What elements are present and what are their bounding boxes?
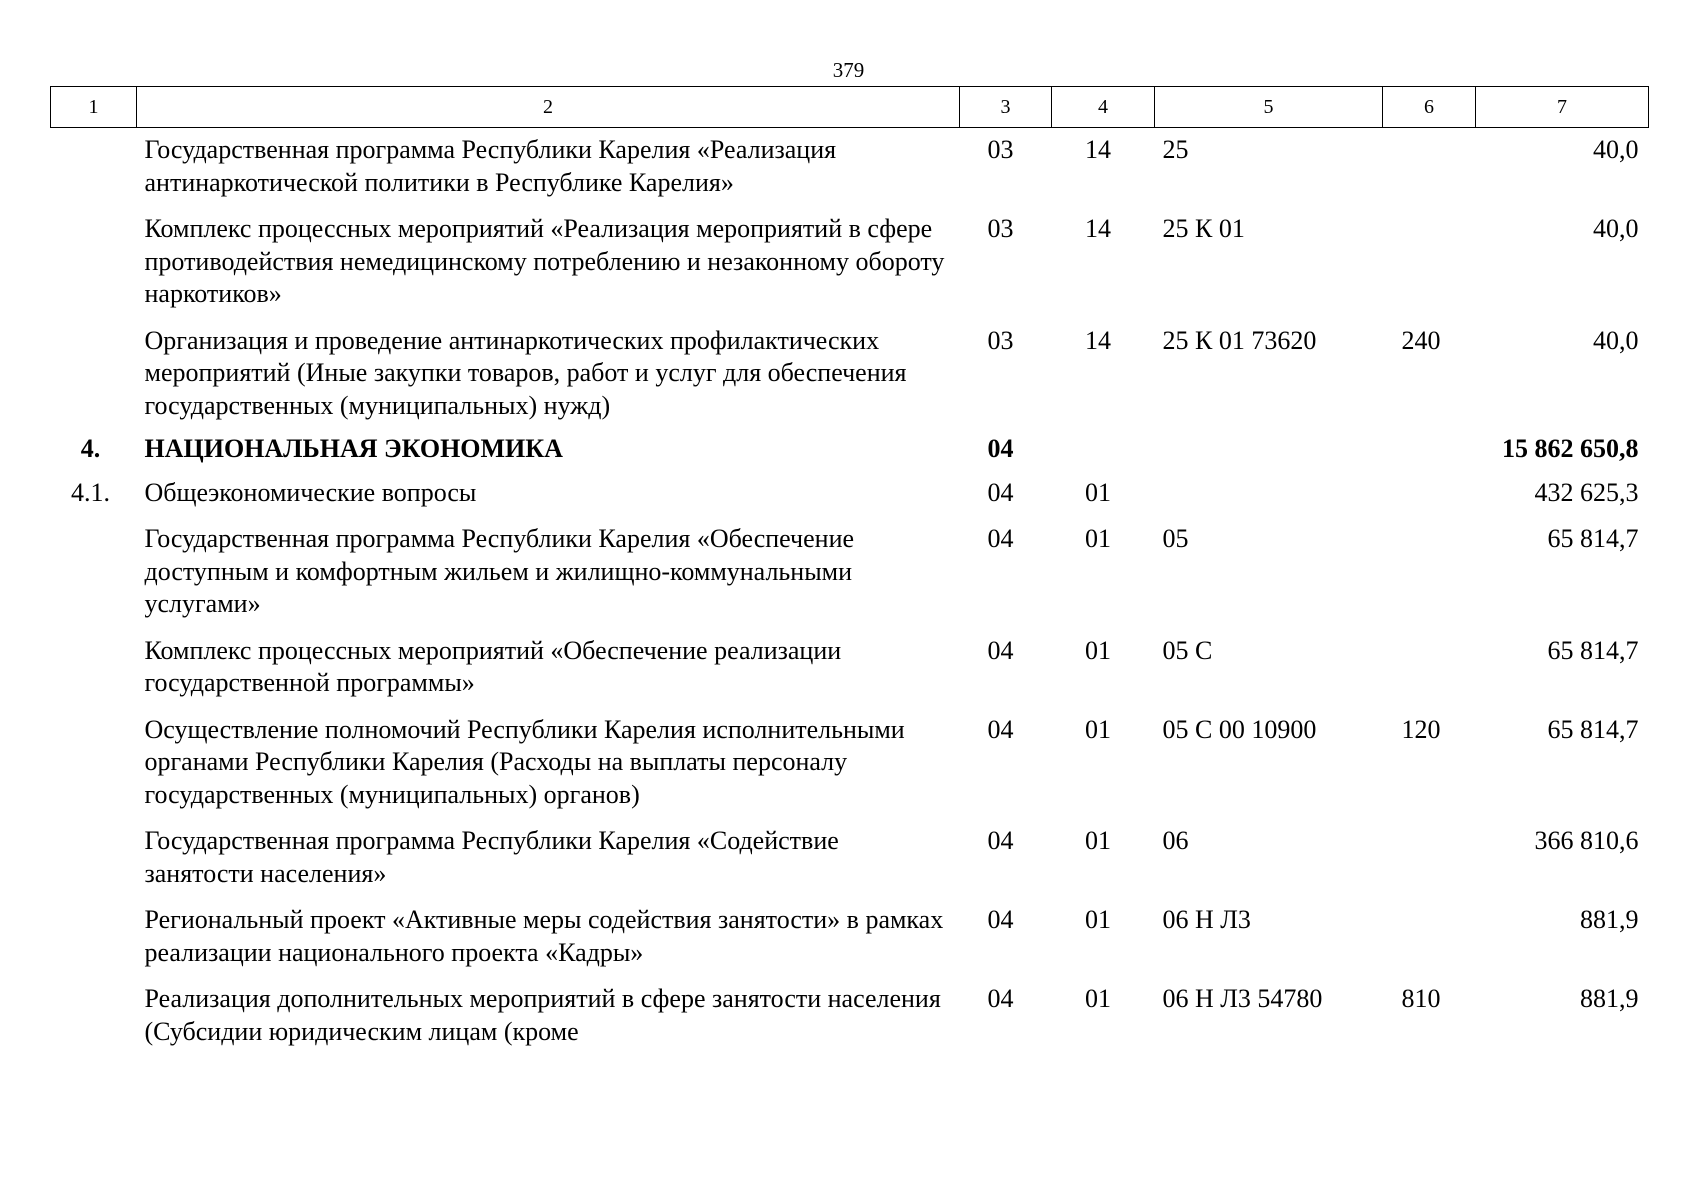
table-row — [51, 466, 1649, 510]
section-code: 04 — [987, 984, 1014, 1013]
subsection-code: 01 — [1085, 826, 1111, 855]
row-number — [51, 621, 137, 700]
column-number-header: 3 — [960, 87, 1052, 128]
table-row — [51, 890, 1649, 969]
row-name: Государственная программа Республики Карелия «Содействие занятости населения» — [144, 826, 839, 888]
target-article-code: 06 Н Л3 — [1162, 905, 1251, 934]
target-article-code: 05 — [1162, 524, 1189, 553]
row-number — [51, 700, 137, 812]
section-code: 04 — [987, 477, 1014, 507]
row-name: НАЦИОНАЛЬНАЯ ЭКОНОМИКА — [144, 434, 563, 463]
section-code: 03 — [987, 325, 1014, 355]
amount-value: 40,0 — [1593, 214, 1639, 243]
row-name: Государственная программа Республики Карелия «Реализация антинаркотической политики в Республике Карелия» — [144, 135, 837, 197]
row-name: Реализация дополнительных мероприятий в сфере занятости населения (Субсидии юридическим лицам (кроме — [144, 984, 941, 1046]
column-number-header: 2 — [137, 87, 960, 128]
row-number — [51, 969, 137, 1048]
expense-type-code — [1383, 199, 1476, 311]
expense-type-code — [1383, 621, 1476, 700]
row-name: Государственная программа Республики Карелия «Обеспечение доступным и комфортным жильем и жилищно-коммунальными услугами» — [144, 524, 855, 618]
column-number-header: 5 — [1155, 87, 1383, 128]
row-number — [51, 128, 137, 200]
table-row — [51, 969, 1649, 1048]
section-code: 04 — [987, 434, 1014, 463]
amount-value: 366 810,6 — [1534, 826, 1639, 855]
target-article-code: 06 — [1162, 826, 1189, 855]
amount-value: 65 814,7 — [1547, 524, 1639, 553]
table-row — [51, 422, 1649, 466]
row-number — [51, 199, 137, 311]
section-code: 04 — [987, 714, 1014, 744]
table-row — [51, 128, 1649, 200]
row-number — [51, 311, 137, 423]
row-name: Комплекс процессных мероприятий «Обеспечение реализации государственной программы» — [144, 635, 842, 697]
expense-type-code — [1383, 422, 1476, 466]
section-code: 04 — [987, 524, 1014, 553]
table-row — [51, 621, 1649, 700]
target-article-code: 25 К 01 — [1162, 214, 1245, 243]
column-number-header: 4 — [1052, 87, 1155, 128]
expense-type-code: 120 — [1401, 714, 1441, 744]
row-name: Региональный проект «Активные меры содействия занятости» в рамках реализации национального проекта «Кадры» — [144, 905, 944, 967]
amount-value: 40,0 — [1593, 135, 1639, 164]
subsection-code: 14 — [1085, 135, 1111, 164]
subsection-code: 01 — [1085, 477, 1111, 507]
table-row — [51, 199, 1649, 311]
amount-value: 432 625,3 — [1534, 477, 1639, 507]
amount-value: 40,0 — [1593, 325, 1639, 355]
expense-type-code — [1383, 890, 1476, 969]
target-article-code: 25 — [1162, 135, 1189, 164]
section-code: 04 — [987, 905, 1014, 934]
amount-value: 15 862 650,8 — [1502, 434, 1639, 463]
section-code: 03 — [987, 214, 1014, 243]
row-name: Осуществление полномочий Республики Карелия исполнительными органами Республики Карелия (Расходы на выплаты персоналу государственных (муниципальных) органов) — [144, 714, 905, 809]
expense-type-code — [1383, 466, 1476, 510]
subsection-code — [1052, 422, 1155, 466]
column-number-header: 7 — [1476, 87, 1649, 128]
row-name: Организация и проведение антинаркотических профилактических мероприятий (Иные закупки товаров, работ и услуг для обеспечения государственных (муниципальных) нужд) — [144, 325, 907, 420]
expense-type-code — [1383, 811, 1476, 890]
section-code: 03 — [987, 135, 1014, 164]
row-number: 4.1. — [71, 477, 110, 507]
expense-type-code — [1383, 128, 1476, 200]
column-number-header: 1 — [51, 87, 137, 128]
expense-type-code: 810 — [1401, 984, 1441, 1013]
subsection-code: 01 — [1085, 524, 1111, 553]
amount-value: 881,9 — [1580, 905, 1639, 934]
expense-type-code — [1383, 509, 1476, 621]
table-row — [51, 811, 1649, 890]
amount-value: 65 814,7 — [1547, 635, 1639, 665]
table-row — [51, 509, 1649, 621]
target-article-code: 05 С 00 10900 — [1162, 714, 1317, 744]
amount-value: 881,9 — [1580, 984, 1639, 1013]
page-number: 379 — [832, 58, 865, 82]
column-number-row — [51, 87, 1649, 128]
subsection-code: 01 — [1085, 984, 1111, 1013]
target-article-code: 05 С — [1162, 635, 1213, 665]
subsection-code: 01 — [1085, 714, 1111, 744]
subsection-code: 01 — [1085, 905, 1111, 934]
table-row — [51, 700, 1649, 812]
subsection-code: 14 — [1085, 325, 1111, 355]
subsection-code: 01 — [1085, 635, 1111, 665]
row-name: Общеэкономические вопросы — [144, 477, 477, 507]
target-article-code — [1155, 466, 1383, 510]
section-code: 04 — [987, 826, 1014, 855]
row-number: 4. — [80, 434, 101, 463]
budget-table — [50, 86, 1649, 1048]
expense-type-code: 240 — [1401, 325, 1441, 355]
amount-value: 65 814,7 — [1547, 714, 1639, 744]
row-number — [51, 890, 137, 969]
row-number — [51, 509, 137, 621]
target-article-code: 06 Н Л3 54780 — [1162, 984, 1323, 1013]
table-row — [51, 311, 1649, 423]
row-number — [51, 811, 137, 890]
subsection-code: 14 — [1085, 214, 1111, 243]
column-number-header: 6 — [1383, 87, 1476, 128]
section-code: 04 — [987, 635, 1014, 665]
row-name: Комплекс процессных мероприятий «Реализация мероприятий в сфере противодействия немедицинскому потреблению и незаконному обороту наркотиков» — [144, 214, 945, 308]
target-article-code: 25 К 01 73620 — [1162, 325, 1317, 355]
target-article-code — [1155, 422, 1383, 466]
